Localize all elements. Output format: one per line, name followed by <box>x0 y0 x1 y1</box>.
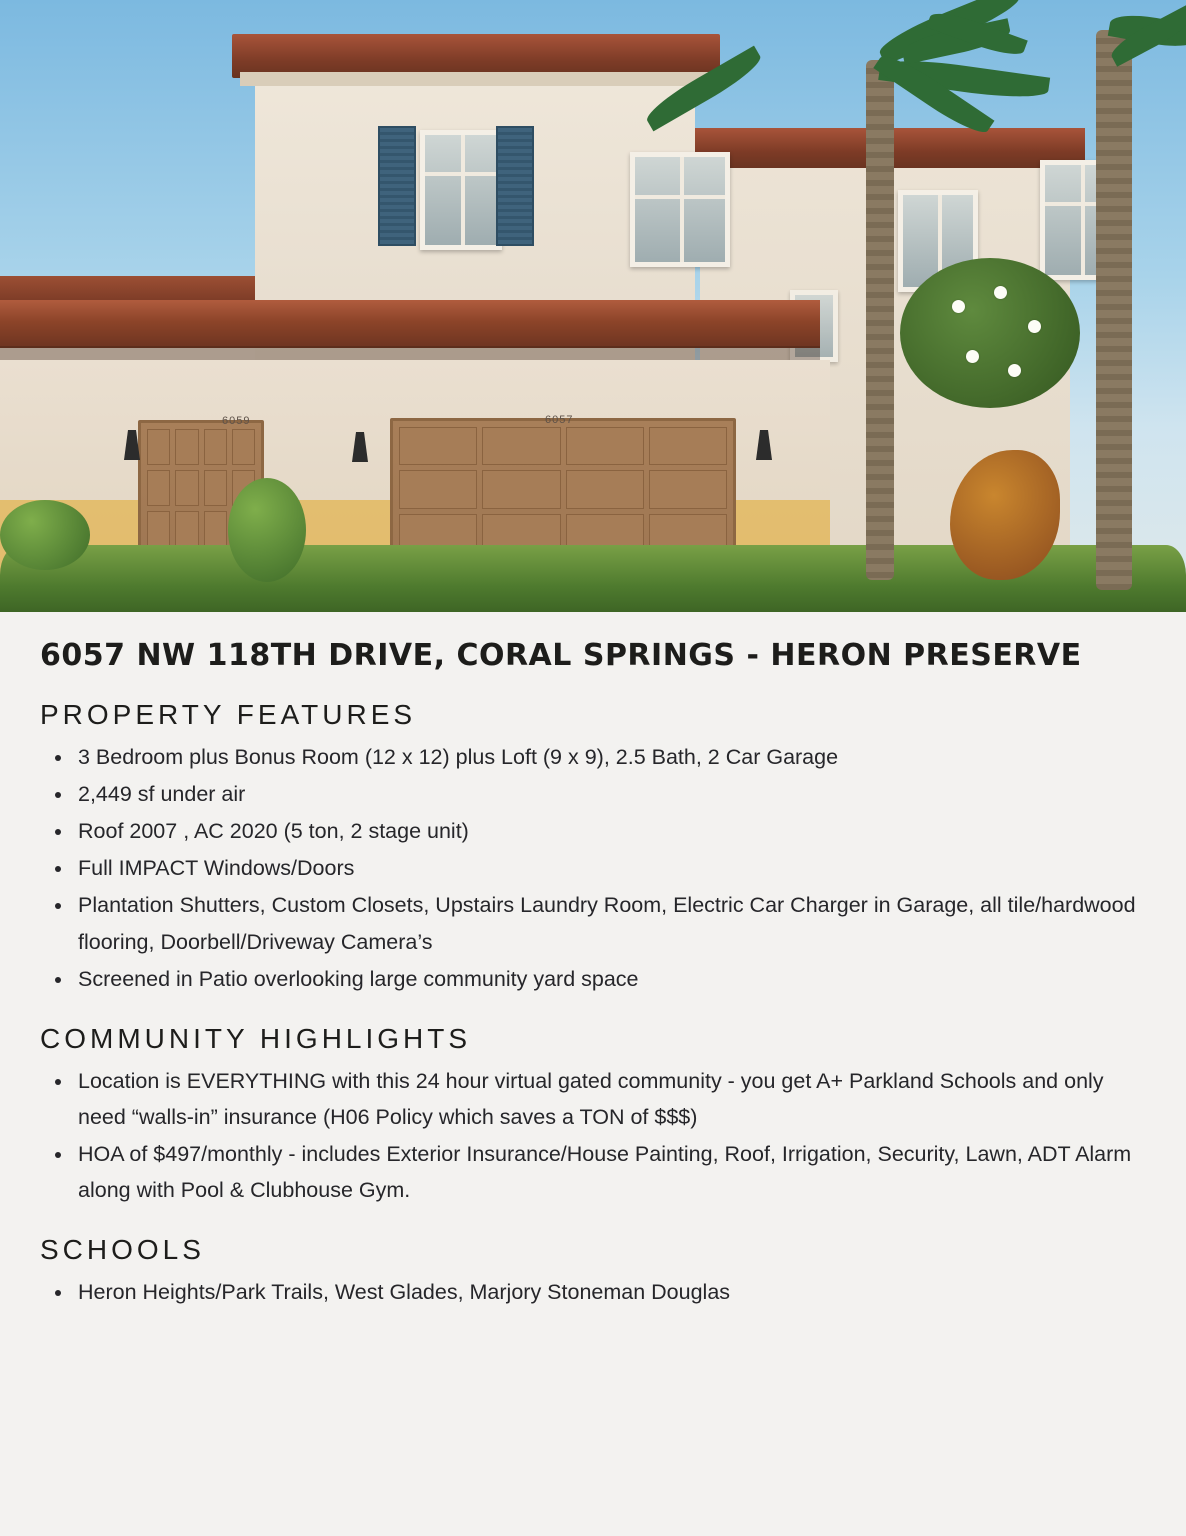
list-item: • Heron Heights/Park Trails, West Glades, Marjory Stoneman Douglas <box>74 1274 1146 1310</box>
flowering-tree <box>900 258 1080 408</box>
garage-number-left: 6059 <box>222 415 251 427</box>
list-item: • 3 Bedroom plus Bonus Room (12 x 12) plus Loft (9 x 9), 2.5 Bath, 2 Car Garage <box>74 739 1146 775</box>
corner-shrub <box>0 500 90 570</box>
section-heading-community-highlights: COMMUNITY HIGHLIGHTS <box>40 1022 472 1054</box>
garage-number-right: 6057 <box>545 414 574 426</box>
flower-blossom <box>952 300 965 313</box>
section-heading-property-features: PROPERTY FEATURES <box>40 699 417 730</box>
center-tower-eave <box>240 72 712 86</box>
list-item: • Location is EVERYTHING with this 24 hour virtual gated community - you get A+ Parkland Schools and only need “walls-in” insurance (H06 Policy which saves a TON of $$$) <box>74 1063 1146 1135</box>
upper-window-center <box>420 130 502 250</box>
flower-blossom <box>966 350 979 363</box>
list-item: • Plantation Shutters, Custom Closets, Upstairs Laundry Room, Electric Car Charger in Garage, all tile/hardwood flooring, Doorbell/Driveway Camera’s <box>74 887 1146 959</box>
palm-trunk-left <box>866 60 894 580</box>
community-highlights-list <box>0 1063 1186 1208</box>
upper-window-right-tower <box>630 152 730 267</box>
flower-blossom <box>1008 364 1021 377</box>
property-features-list <box>0 739 1186 997</box>
schools-list <box>0 1274 1186 1310</box>
list-item: • Screened in Patio overlooking large community yard space <box>74 961 1146 997</box>
list-item: • HOA of $497/monthly - includes Exterior Insurance/House Painting, Roof, Irrigation, Security, Lawn, ADT Alarm along with Pool & Clubhouse Gym. <box>74 1136 1146 1208</box>
flower-blossom <box>994 286 1007 299</box>
section-heading-schools: SCHOOLS <box>40 1234 205 1266</box>
listing-details-sheet <box>0 612 1186 1536</box>
palm-trunk-right <box>1096 30 1132 590</box>
shutter-left <box>378 126 416 246</box>
page-title: 6057 NW 118TH DRIVE, CORAL SPRINGS - HERON PRESERVE <box>40 638 1082 673</box>
property-photo <box>0 0 1186 612</box>
list-item: • 2,449 sf under air <box>74 776 1146 812</box>
garage-roof-band <box>0 300 820 348</box>
shutter-right <box>496 126 534 246</box>
flower-blossom <box>1028 320 1041 333</box>
list-item: • Roof 2007 , AC 2020 (5 ton, 2 stage unit) <box>74 813 1146 849</box>
topiary-shrub <box>228 478 306 582</box>
list-item: • Full IMPACT Windows/Doors <box>74 850 1146 886</box>
